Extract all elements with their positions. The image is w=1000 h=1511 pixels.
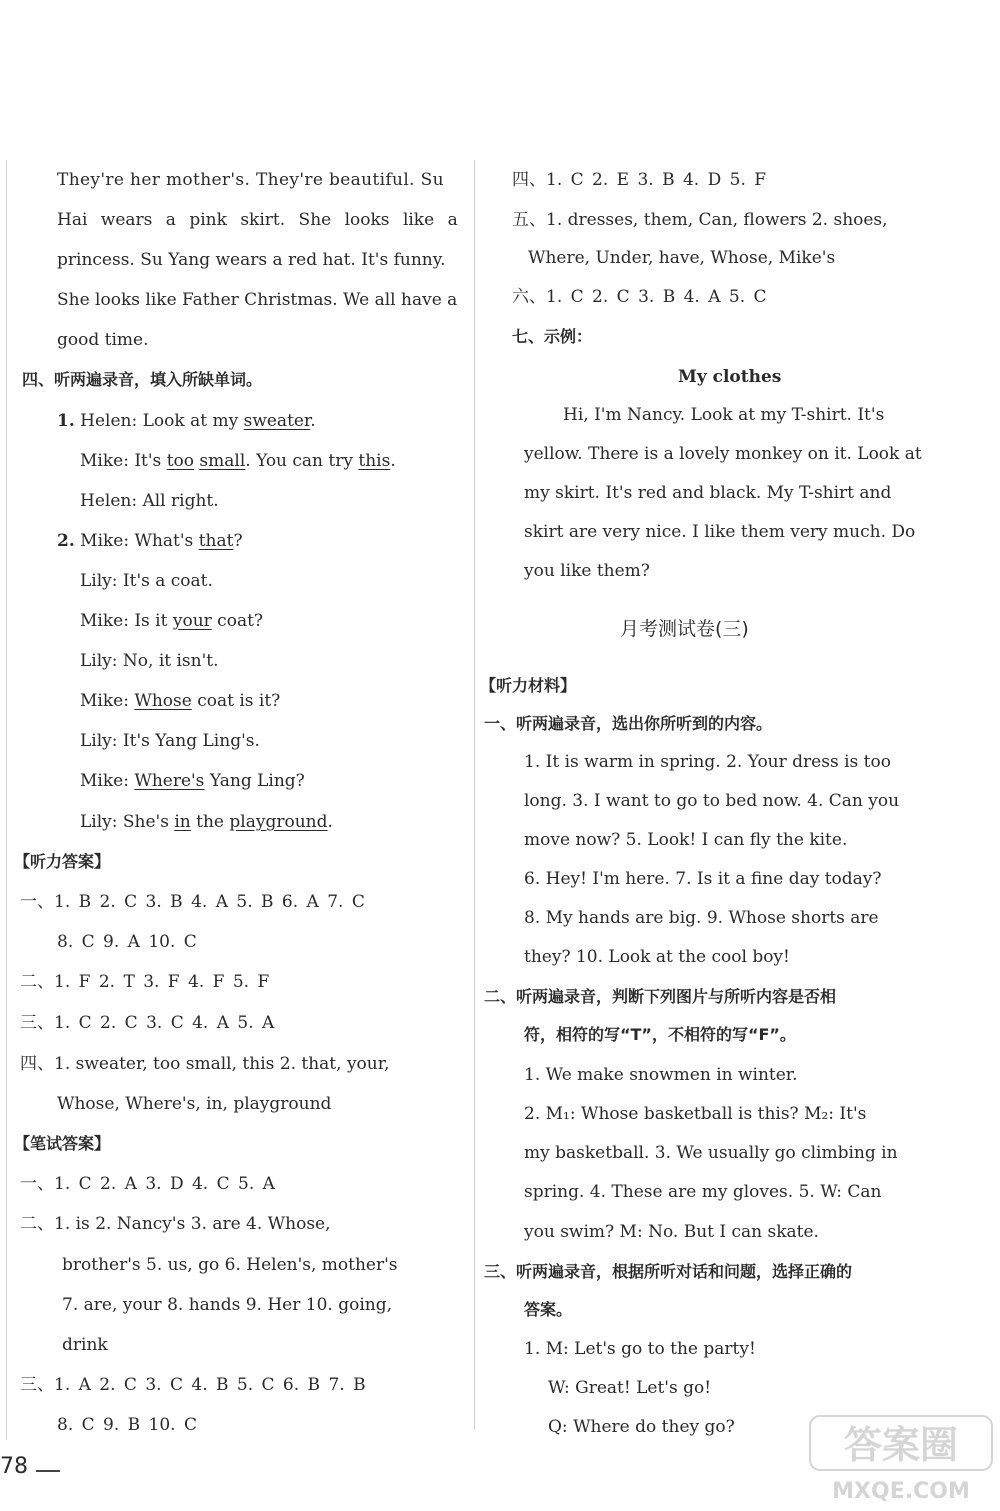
written-answers-2b: brother's 5. us, go 6. Helen's, mother's [62, 1255, 398, 1275]
s2-line-2: 2. M₁: Whose basketball is this? M₂: It's [524, 1104, 867, 1124]
written-answers-heading: 【笔试答案】 [14, 1134, 111, 1153]
footer-dash [36, 1470, 60, 1472]
dialog2-line-4: Lily: No, it isn't. [80, 651, 219, 671]
essay-line-2: yellow. There is a lovely monkey on it. Look at [524, 444, 922, 464]
dialog1-line-1: 1. Helen: Look at my sweater. [57, 411, 316, 431]
s1-line-5: 8. My hands are big. 9. Whose shorts are [524, 908, 879, 928]
written-answers-2c: 7. are, your 8. hands 9. Her 10. going, [62, 1295, 393, 1315]
section-3-heading-b: 答案。 [524, 1300, 573, 1319]
section-1-heading: 一、听两遍录音，选出你所听到的内容。 [484, 714, 773, 733]
s2-line-5: you swim? M: No. But I can skate. [524, 1222, 819, 1242]
dialog2-line-7: Mike: Where's Yang Ling? [80, 771, 305, 791]
s1-line-6: they? 10. Look at the cool boy! [524, 947, 790, 967]
essay-title: My clothes [678, 367, 782, 387]
page-edge [6, 160, 7, 1440]
section-3-heading-a: 三、听两遍录音，根据所听对话和问题，选择正确的 [484, 1262, 853, 1281]
answers-5: 五、1. dresses, them, Can, flowers 2. shoes, [512, 210, 888, 230]
essay-line-4: skirt are very nice. I like them very much. Do [524, 522, 916, 542]
listening-answers-4: 四、1. sweater, too small, this 2. that, your, [20, 1054, 390, 1074]
test-title: 月考测试卷(三) [620, 618, 749, 640]
s2-line-1: 1. We make snowmen in winter. [524, 1065, 798, 1085]
essay-line-1: Hi, I'm Nancy. Look at my T-shirt. It's [563, 405, 885, 425]
s2-line-4: spring. 4. These are my gloves. 5. W: Can [524, 1182, 882, 1202]
written-answers-2d: drink [62, 1335, 108, 1355]
essay-line-3: my skirt. It's red and black. My T-shirt and [524, 483, 892, 503]
section-4-heading: 四、听两遍录音，填入所缺单词。 [22, 370, 263, 389]
listening-answers-2: 二、1. F 2. T 3. F 4. F 5. F [20, 972, 270, 992]
s3-line-3: Q: Where do they go? [548, 1417, 735, 1437]
written-answers-3: 三、1. A 2. C 3. C 4. B 5. C 6. B 7. B [20, 1375, 366, 1395]
listening-answers-heading: 【听力答案】 [14, 852, 111, 871]
answers-7: 七、示例： [512, 327, 593, 346]
dialog1-line-2: Mike: It's too small. You can try this. [80, 451, 396, 471]
dialog2-line-2: Lily: It's a coat. [80, 571, 213, 591]
section-2-heading-a: 二、听两遍录音，判断下列图片与所听内容是否相 [484, 987, 837, 1006]
dialog2-line-8: Lily: She's in the playground. [80, 812, 333, 832]
dialog2-line-6: Lily: It's Yang Ling's. [80, 731, 260, 751]
dialog2-line-1: 2. Mike: What's that? [57, 531, 243, 551]
s1-line-2: long. 3. I want to go to bed now. 4. Can you [524, 791, 900, 811]
section-2-heading-b: 符，相符的写“T”，不相符的写“F”。 [524, 1025, 796, 1044]
passage-line-5: good time. [57, 330, 149, 350]
watermark-logo-graphic [806, 1410, 996, 1506]
page-number: 78 [0, 1454, 28, 1479]
passage-line-4: She looks like Father Christmas. We all have a [57, 290, 458, 310]
s2-line-3: my basketball. 3. We usually go climbing in [524, 1143, 898, 1163]
answers-5b: Where, Under, have, Whose, Mike's [528, 248, 836, 268]
listening-answers-3: 三、1. C 2. C 3. C 4. A 5. A [20, 1013, 275, 1033]
watermark-logo [806, 1410, 996, 1506]
written-answers-2: 二、1. is 2. Nancy's 3. are 4. Whose, [20, 1214, 331, 1234]
material-heading: 【听力材料】 [480, 676, 577, 695]
watermark-line-1: 答案圈 [843, 1423, 959, 1467]
passage-line-1: They're her mother's. They're beautiful. Su [57, 170, 444, 190]
listening-answers-4b: Whose, Where's, in, playground [57, 1094, 332, 1114]
listening-answers-1b: 8. C 9. A 10. C [57, 932, 197, 952]
answers-4: 四、1. C 2. E 3. B 4. D 5. F [512, 170, 767, 190]
answers-6: 六、1. C 2. C 3. B 4. A 5. C [512, 287, 767, 307]
written-answers-1: 一、1. C 2. A 3. D 4. C 5. A [20, 1174, 275, 1194]
dialog2-line-5: Mike: Whose coat is it? [80, 691, 281, 711]
s1-line-3: move now? 5. Look! I can fly the kite. [524, 830, 848, 850]
essay-line-5: you like them? [524, 561, 650, 581]
listening-answers-1: 一、1. B 2. C 3. B 4. A 5. B 6. A 7. C [20, 892, 365, 912]
passage-line-2: Hai wears a pink skirt. She looks like a [57, 210, 458, 230]
column-divider [474, 160, 475, 1430]
dialog1-line-3: Helen: All right. [80, 491, 219, 511]
s3-line-1: 1. M: Let's go to the party! [524, 1339, 756, 1359]
s1-line-1: 1. It is warm in spring. 2. Your dress is too [524, 752, 891, 772]
s3-line-2: W: Great! Let's go! [548, 1378, 712, 1398]
passage-line-3: princess. Su Yang wears a red hat. It's funny. [57, 250, 446, 270]
written-answers-3b: 8. C 9. B 10. C [57, 1415, 198, 1435]
watermark-line-2: MXQE.COM [832, 1479, 970, 1504]
dialog2-line-3: Mike: Is it your coat? [80, 611, 264, 631]
s1-line-4: 6. Hey! I'm here. 7. Is it a fine day today? [524, 869, 882, 889]
